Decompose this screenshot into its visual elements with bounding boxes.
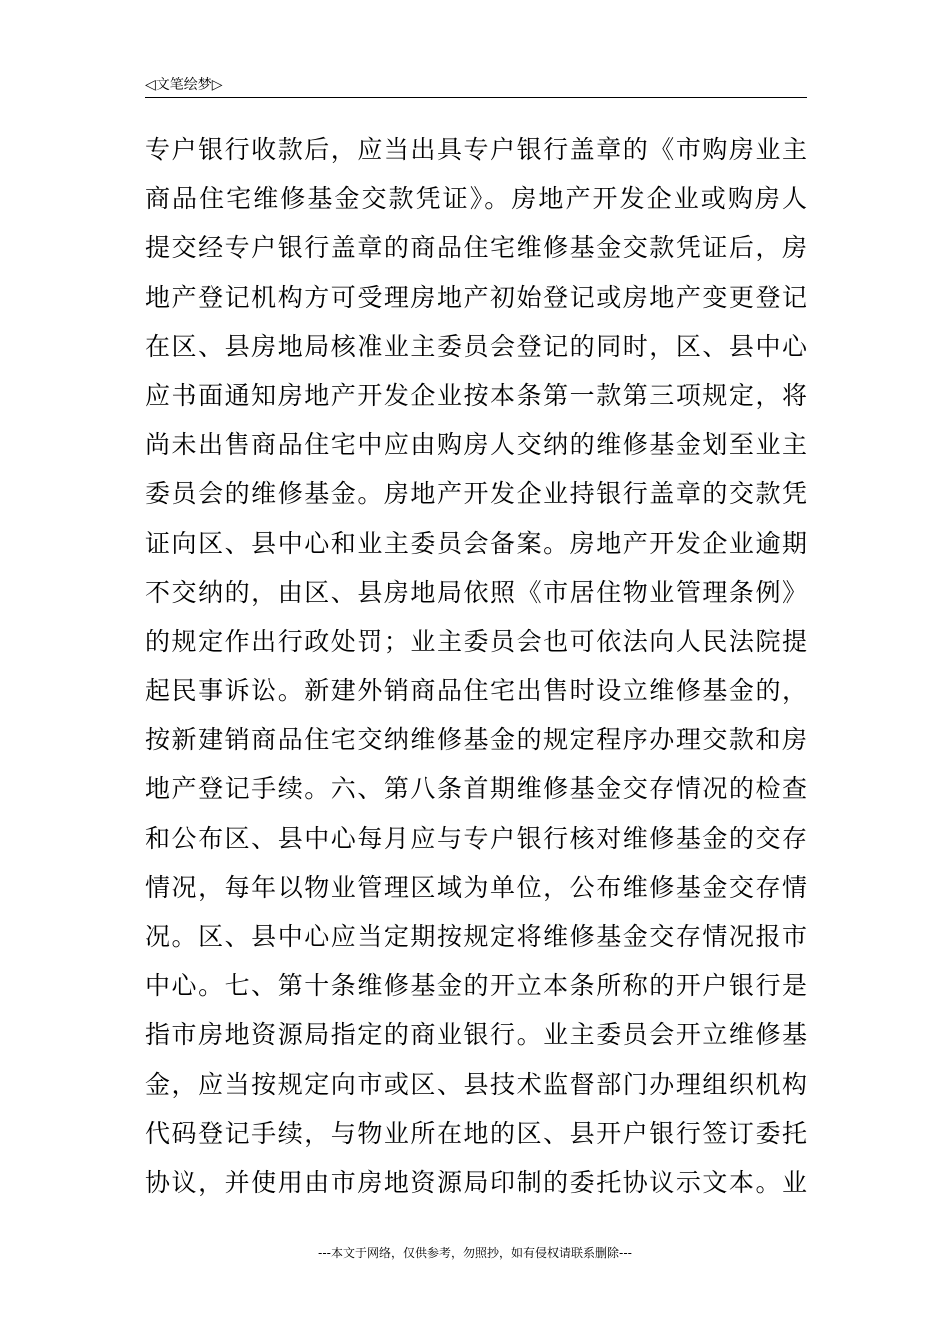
body-line: 证向区、县中心和业主委员会备案。房地产开发企业逾期 [145,528,807,558]
body-line: 中心。七、第十条维修基金的开立本条所称的开户银行是 [145,971,807,1001]
body-line: 的规定作出行政处罚；业主委员会也可依法向人民法院提 [145,626,807,656]
body-line: 商品住宅维修基金交款凭证》。房地产开发企业或购房人 [145,184,807,214]
body-line: 和公布区、县中心每月应与专户银行核对维修基金的交存 [145,823,807,853]
header-title: ◁文笔绘梦▷ [145,77,223,93]
page-header [145,72,807,98]
body-line: 按新建销商品住宅交纳维修基金的规定程序办理交款和房 [145,725,807,755]
body-line: 指市房地资源局指定的商业银行。业主委员会开立维修基 [145,1020,807,1050]
body-line: 起民事诉讼。新建外销商品住宅出售时设立维修基金的， [145,676,807,706]
body-line: 专户银行收款后，应当出具专户银行盖章的《市购房业主 [145,135,807,164]
body-line: 提交经专户银行盖章的商品住宅维修基金交款凭证后，房 [145,233,807,263]
body-line: 金，应当按规定向市或区、县技术监督部门办理组织机构 [145,1069,807,1099]
body-line: 应书面通知房地产开发企业按本条第一款第三项规定，将 [145,380,807,410]
body-line: 在区、县房地局核准业主委员会登记的同时，区、县中心 [145,331,807,361]
body-line: 不交纳的，由区、县房地局依照《市居住物业管理条例》 [145,577,807,607]
body-line: 代码登记手续，与物业所在地的区、县开户银行签订委托 [145,1118,807,1148]
body-line: 地产登记手续。六、第八条首期维修基金交存情况的检查 [145,774,807,804]
body-line: 委员会的维修基金。房地产开发企业持银行盖章的交款凭 [145,479,807,509]
body-line: 协议，并使用由市房地资源局印制的委托协议示文本。业 [145,1167,807,1197]
page-footer: ---本文于网络，仅供参考，勿照抄，如有侵权请联系删除--- [318,1246,632,1260]
body-line: 情况，每年以物业管理区域为单位，公布维修基金交存情 [145,872,807,902]
body-line: 地产登记机构方可受理房地产初始登记或房地产变更登记 [145,282,807,312]
header-divider [145,97,807,98]
document-body [145,125,807,1207]
body-line: 尚未出售商品住宅中应由购房人交纳的维修基金划至业主 [145,430,807,460]
body-line: 况。区、县中心应当定期按规定将维修基金交存情况报市 [145,922,807,951]
